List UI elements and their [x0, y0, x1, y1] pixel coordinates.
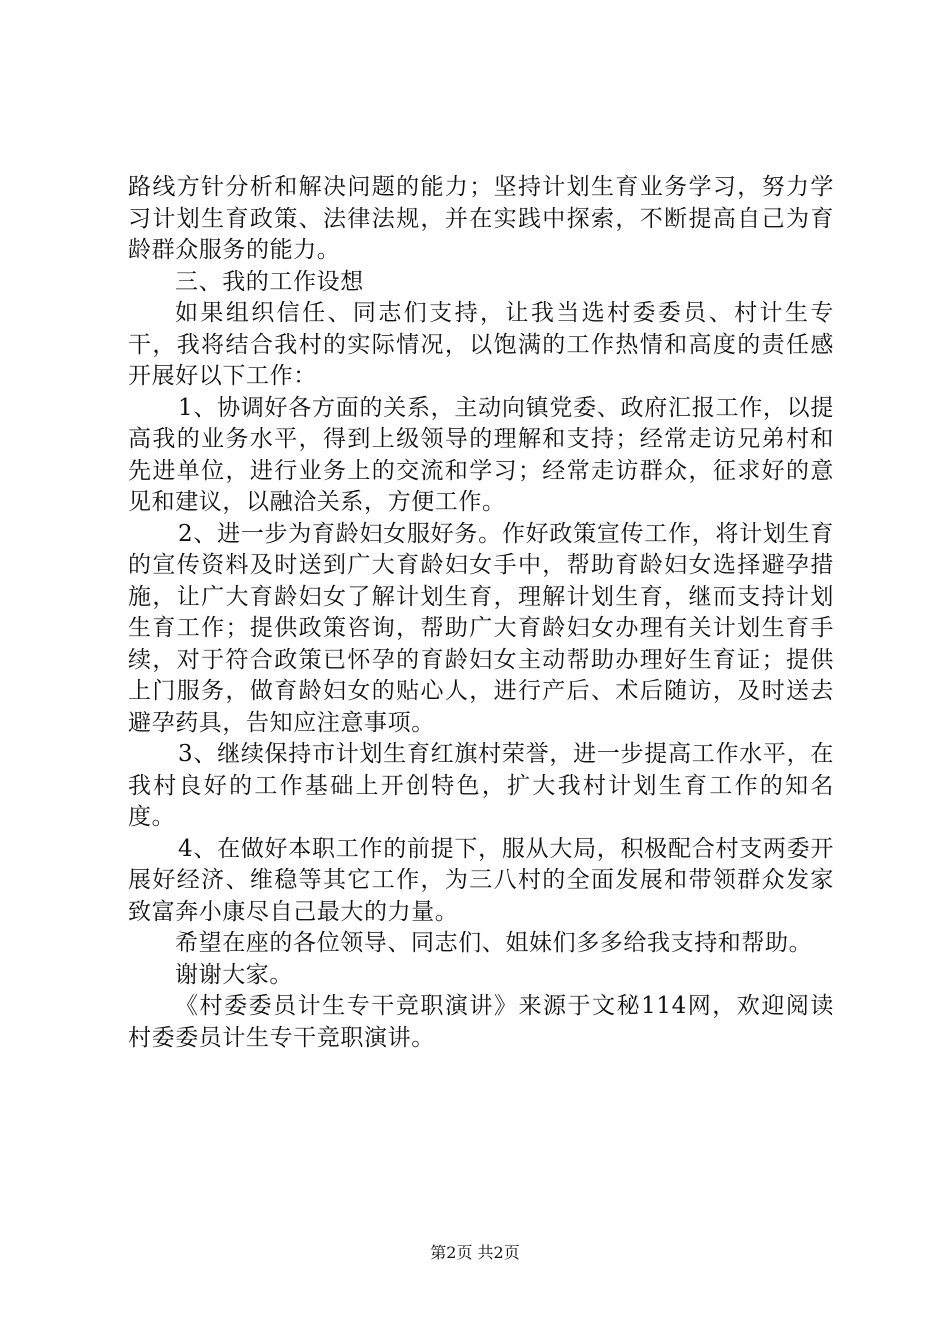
paragraph-item-4: 4、在做好本职工作的前提下，服从大局，积极配合村支两委开展好经济、维稳等其它工作，为三八村的全面发展和带领群众发家致富奔小康尽自己最大的力量。 [128, 835, 834, 925]
document-body [128, 172, 834, 1054]
paragraph-item-1: 1、协调好各方面的关系，主动向镇党委、政府汇报工作，以提高我的业务水平，得到上级领导的理解和支持；经常走访兄弟村和先进单位，进行业务上的交流和学习；经常走访群众，征求好的意见和建议，以融洽关系，方便工作。 [128, 394, 834, 515]
paragraph-item-3: 3、继续保持市计划生育红旗村荣誉，进一步提高工作水平，在我村良好的工作基础上开创特色，扩大我村计划生育工作的知名度。 [128, 741, 834, 830]
section-heading: 三、我的工作设想 [175, 268, 364, 295]
page-number-label: 第2页 共2页 [430, 1243, 520, 1262]
page-footer [0, 1240, 950, 1263]
paragraph-continuation: 路线方针分析和解决问题的能力；坚持计划生育业务学习，努力学习计划生育政策、法律法规，并在实践中探索，不断提高自己为育龄群众服务的能力。 [128, 174, 834, 263]
paragraph-thanks: 谢谢大家。 [175, 961, 293, 988]
paragraph-source-note: 《村委委员计生专干竞职演讲》来源于文秘114网，欢迎阅读村委委员计生专干竞职演讲。 [128, 993, 834, 1051]
paragraph-item-2: 2、进一步为育龄妇女服好务。作好政策宣传工作，将计划生育的宣传资料及时送到广大育龄妇女手中，帮助育龄妇女选择避孕措施，让广大育龄妇女了解计划生育，理解计划生育，继而支持计划生育工作；提供政策咨询，帮助广大育龄妇女办理有关计划生育手续，对于符合政策已怀孕的育龄妇女主动帮助办理好生育证；提供上门服务，做育龄妇女的贴心人，进行产后、术后随访，及时送去避孕药具，告知应注意事项。 [128, 520, 834, 736]
paragraph-closing: 希望在座的各位领导、同志们、姐妹们多多给我支持和帮助。 [175, 930, 813, 956]
paragraph-intro: 如果组织信任、同志们支持，让我当选村委委员、村计生专干，我将结合我村的实际情况，以饱满的工作热情和高度的责任感开展好以下工作： [128, 300, 834, 389]
